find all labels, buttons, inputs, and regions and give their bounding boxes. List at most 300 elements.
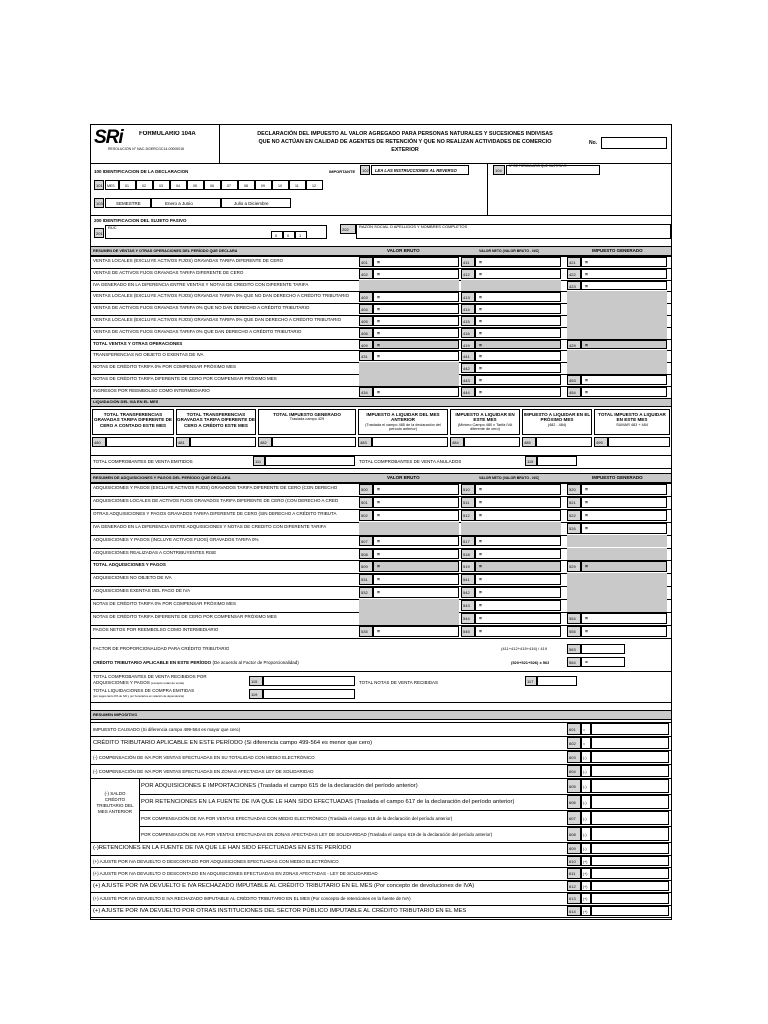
purchases-value-520[interactable]: = [581,484,667,495]
resumen-amount-605[interactable] [591,779,669,793]
liq-value-483[interactable] [372,437,448,447]
sales-value-422[interactable]: = [581,269,667,279]
liq-col-499 [594,409,670,435]
month-11[interactable]: 11 [289,180,306,190]
purchases-value-501[interactable]: = [373,497,459,508]
code-104: 104 [493,165,505,175]
resumen-code-606: 606 [567,795,581,809]
sales-code-442: 442 [461,363,475,373]
month-row [105,180,325,190]
purchases-shaded-cell [461,522,561,535]
resumen-amount-606[interactable] [591,795,669,809]
resumen-row-label: POR COMPENSACIÓN DE IVA POR VENTAS EFECTUADAS EN ZONAS AFECTADAS LEY DE SOLIDARIDAD (Traslada el campo 619 de la declaración del período anterior) [141,832,493,837]
resumen-amount-611[interactable] [591,868,669,879]
saldo-line-1: (-) SALDO [104,791,126,796]
code-119: 119 [249,689,263,699]
purchases-code-517: 517 [461,536,475,547]
comp-recibidos-2-text: ADQUISICIONES Y PAGOS [93,680,150,685]
comprobantes-anulados: TOTAL COMPROBANTES DE VENTA ANULADOS [359,459,462,464]
purchases-value-543[interactable]: = [475,600,561,611]
resumen-amount-614[interactable] [591,906,669,917]
purchases-row-label: NOTAS DE CRÉDITO TARIFA DIFERENTE DE CERO POR COMPENSAR PRÓXIMO MES [93,614,277,619]
resumen-row-label: POR COMPENSACIÓN DE IVA POR VENTAS EFECTUADAS CON MEDIO ELECTRÓNICO (Traslada el campo 618 de la declaración del período anterior) [141,816,453,821]
sales-col-impuesto: IMPUESTO GENERADO [592,248,643,253]
liq-value-485[interactable] [536,437,592,447]
resumen-code-609: 609 [567,843,581,854]
liq-col-title: TOTAL TRANSFERENCIAS GRAVADAS TARIFA DIFERENTE DE CERO A CRÉDITO ESTE MES [177,412,255,428]
semester-2[interactable]: Julio a Diciembre [221,198,291,208]
liq-compra-label: TOTAL LIQUIDACIONES DE COMPRA EMITIDAS [93,688,195,693]
sales-shaded-cell [567,315,667,327]
sales-code-434: 434 [359,387,373,397]
liq-code-484: 484 [450,437,464,447]
sales-code-406: 406 [359,328,373,338]
saldo-divider [139,778,140,842]
liq-col-title: IMPUESTO A LIQUIDAR EN EL PRÓXIMO MES [523,412,591,423]
liq-col-481 [176,409,256,435]
instructions-label: LEA LAS INSTRUCCIONES AL REVERSO [375,168,457,173]
purchases-code-541: 541 [461,574,475,585]
purchases-code-511: 511 [461,497,475,508]
sri-logo [94,128,136,148]
sales-code-416: 416 [461,328,475,338]
purchases-code-507: 507 [359,536,373,547]
liq-col-sub: SUMAR 483 + 484 [616,422,648,427]
resumen-amount-607[interactable] [591,811,669,825]
resumen-value-608[interactable]: (-) [581,827,591,841]
purchases-col-impuesto: IMPUESTO GENERADO [592,475,643,480]
credito-label [93,660,299,666]
resumen-amount-603[interactable] [591,751,669,763]
purchases-row-label: OTRAS ADQUISICIONES Y PAGOS GRAVADOS TARIFA DIFERENTE DE CERO (SIN DERECHO A CRÉDITO TRIBUTA [93,510,337,516]
sales-value-404[interactable]: = [373,304,459,314]
liq-value-481[interactable] [190,437,256,447]
month-05[interactable]: 05 [187,180,204,190]
month-12[interactable]: 12 [306,180,323,190]
purchases-value-531[interactable]: = [373,574,459,585]
purchases-value-510[interactable]: = [475,484,561,495]
sales-code-405: 405 [359,316,373,326]
sales-value-434[interactable]: = [373,387,459,397]
resumen-code-604: 604 [567,765,581,777]
resumen-amount-609[interactable] [591,843,669,854]
sales-value-415[interactable]: = [475,316,561,326]
credito-label-text: CRÉDITO TRIBUTARIO APLICABLE EN ESTE PERÍODO [93,660,212,665]
sales-code-413: 413 [461,292,475,302]
purchases-value-542[interactable]: = [475,587,561,598]
sales-row-label: VENTAS LOCALES (EXCLUYE ACTIVOS FIJOS) GRAVADAS TARIFA DIFERENTE DE CERO [93,258,284,263]
resumen-amount-608[interactable] [591,827,669,841]
liq-col-484 [450,409,520,435]
resumen-value-602[interactable]: = [581,737,591,749]
form-title: FORMULARIO 104A [139,131,196,137]
comprobantes-emitidos: TOTAL COMPROBANTES DE VENTA EMITIDOS [93,459,193,464]
purchases-value-522[interactable]: = [581,510,667,521]
purchases-value-529[interactable]: = [581,561,667,572]
sales-code-454: 454 [567,387,581,397]
purchases-value-555[interactable]: = [581,626,667,637]
liq-value-480[interactable] [106,437,174,447]
identification-title: 100 IDENTIFICACION DE LA DECLARACION [94,169,189,174]
resumen-row-label: (+) AJUSTE POR IVA DEVUELTO O DESCONTADO EN ADQUISICIONES EFECTUADAS EN ZONAS AFECTADAS - LEY DE SOLIDARIDAD [93,871,378,876]
purchases-row-label: ADQUISICIONES Y PAGOS (EXCLUYE ACTIVOS FIJOS) GRAVADOS TARIFA DIFERENTE DE CERO (CON DERECHO [93,485,338,490]
sales-row-label: TOTAL VENTAS Y OTRAS OPERACIONES [93,340,183,346]
sales-code-409: 409 [359,340,373,350]
sales-code-415: 415 [461,316,475,326]
sales-row-label: VENTAS LOCALES (EXCLUYE ACTIVOS FIJOS) GRAVADAS TARIFA 0% QUE NO DAN DERECHO A CRÉDITO TRIBUTARIO [93,293,350,299]
credito-code: 564 [567,657,581,667]
substitute-note: N° DE FORMULARIO QUE SUSTITUYE [509,164,567,168]
resumen-value-605[interactable]: (-) [581,779,591,793]
sales-code-453: 453 [567,375,581,385]
resumen-row-label: (+) AJUSTE POR IVA DEVUELTO E IVA RECHAZADO IMPUTABLE AL CRÉDITO TRIBUTARIO EN EL MES (Por concepto de devoluciones de IVA) [93,882,475,889]
semestre-label: SEMESTRE [105,198,151,208]
ruc-suffix-3: 1 [295,231,307,239]
resumen-amount-613[interactable] [591,893,669,904]
sales-value-423[interactable]: = [581,281,667,291]
notas-venta-label: TOTAL NOTAS DE VENTA RECIBIDAS [359,680,439,685]
sales-row-label: VENTAS DE ACTIVOS FIJOS GRAVADAS TARIFA DIFERENTE DE CERO [93,269,244,275]
month-06[interactable]: 06 [204,180,221,190]
code-111: 111 [253,456,265,466]
resumen-row-label: (+) AJUSTE POR IVA DEVUELTO O DESCONTADO POR ADQUISICIONES EFECTUADAS CON MEDIO ELECTRÓNICO [93,858,339,864]
liq-code-499: 499 [594,437,608,447]
resumen-code-611: 611 [567,868,581,879]
saldo-line-3: TRIBUTARIO DEL [96,803,134,808]
purchases-code-502: 502 [359,510,373,521]
purchases-shaded-cell [567,573,667,586]
liq-value-482[interactable] [272,437,356,447]
purchases-code-521: 521 [567,497,581,508]
purchases-code-518: 518 [461,549,475,560]
credito-note: (De acuerdo al Factor de Proporcionalidad) [212,660,299,665]
logo-text: SRi [94,127,123,148]
title-line-1: DECLARACIÓN DEL IMPUESTO AL VALOR AGREGADO PARA PERSONAS NATURALES Y SUCESIONES INDIVISAS [257,131,553,137]
factor-formula: (411+412+415+416) / 419 [501,646,548,651]
sales-value-416[interactable]: = [475,328,561,338]
purchases-value-507[interactable]: = [373,536,459,547]
comprobantes-recibidos-1: TOTAL COMPROBANTES DE VENTA RECIBIDOS POR [93,674,207,679]
purchases-row-label: ADQUISICIONES LOCALES DE ACTIVOS FIJOS GRAVADOS TARIFA DIFERENTE DE CERO (CON DERECHO A CRED [93,497,339,503]
month-01[interactable]: 01 [119,180,136,190]
purchases-value-544[interactable]: = [475,613,561,624]
liq-col-title: TOTAL TRANSFERENCIAS GRAVADAS TARIFA DIFERENTE DE CERO A CONTADO ESTE MES [94,412,172,428]
sales-code-411: 411 [461,257,475,267]
form-number-field[interactable] [601,137,667,149]
purchases-value-509[interactable]: = [373,561,459,572]
sales-value-414[interactable]: = [475,304,561,314]
purchases-code-543: 543 [461,600,475,611]
resumen-value-611[interactable]: (+) [581,868,591,879]
factor-value[interactable] [581,644,625,654]
liq-col-sub: (Traslada el campo 485 de la declaración del período anterior) [365,422,441,432]
resumen-value-606[interactable]: (-) [581,795,591,809]
purchases-code-500: 500 [359,484,373,495]
month-04[interactable]: 04 [170,180,187,190]
purchases-header: RESUMEN DE ADQUISICIONES Y PAGOS DEL PERÍODO QUE DECLARA [93,475,231,480]
purchases-code-542: 542 [461,587,475,598]
purchases-code-555: 555 [567,626,581,637]
code-201: 201 [94,228,104,238]
notas-venta-value[interactable] [537,676,577,686]
instructions-field [371,165,469,175]
mes-label: MES [105,180,119,190]
sales-row-label: VENTAS LOCALES (EXCLUYE ACTIVOS FIJOS) GRAVADAS TARIFA 0% QUE DAN DERECHO A CRÉDITO TRIBUTARIO [93,317,342,322]
semester-1[interactable]: Enero a Junio [151,198,221,208]
sales-code-404: 404 [359,304,373,314]
resumen-row-label: (-) COMPENSACIÓN DE IVA POR VENTAS EFECTUADAS EN SU TOTALIDAD CON MEDIO ELECTRÓNICO [93,755,315,760]
sales-value-402[interactable]: = [373,269,459,279]
code-117: 117 [525,676,537,686]
comprobantes-recibidos-2 [93,680,184,686]
sales-value-406[interactable]: = [373,328,459,338]
purchases-code-526: 526 [567,523,581,534]
code-115-recibidos: 115 [249,676,263,686]
sales-shaded-cell [567,350,667,362]
resumen-row-label: (+) AJUSTE POR IVA DEVUELTO E IVA RECHAZADO IMPUTABLE AL CRÉDITO TRIBUTARIO EN EL MES (Por concepto de retenciones en la fuente de IVA) [93,896,411,901]
resumen-row-label: POR RETENCIONES EN LA FUENTE DE IVA QUE LE HAN SIDO EFECTUADAS (Traslada el campo 617 de la declaración del período anterior) [141,799,515,805]
resumen-code-614: 614 [567,906,581,917]
sales-value-409[interactable]: = [373,340,459,350]
sales-value-429[interactable]: = [581,340,667,350]
sales-value-442[interactable]: = [475,363,561,373]
sales-value-419[interactable]: = [475,340,561,350]
purchases-code-545: 545 [461,626,475,637]
purchases-code-529: 529 [567,561,581,572]
purchases-code-508: 508 [359,549,373,560]
sales-code-429: 429 [567,340,581,350]
saldo-label [93,791,137,815]
sales-code-441: 441 [461,351,475,361]
sales-value-443[interactable]: = [475,375,561,385]
purchases-row-label: ADQUISICIONES NO OBJETO DE IVA [93,575,172,581]
liquidacion-header: LIQUIDACIÓN DEL IVA EN EL MES [93,399,159,404]
sales-shaded-cell [567,303,667,315]
purchases-row-label: NOTAS DE CRÉDITO TARIFA 0% POR COMPENSAR PRÓXIMO MES [93,601,236,607]
purchases-value-535[interactable]: = [373,626,459,637]
resumen-amount-610[interactable] [591,856,669,867]
saldo-line-2: CRÉDITO [104,797,126,802]
purchases-value-545[interactable]: = [475,626,561,637]
sales-code-444: 444 [461,387,475,397]
sales-row-label: INGRESOS POR REEMBOLSO COMO INTERMEDIARIO [93,387,210,393]
purchases-value-541[interactable]: = [475,574,561,585]
ruc-label: RUC [108,225,117,230]
resumen-code-613: 613 [567,893,581,904]
sales-code-403: 403 [359,292,373,302]
liq-code-480: 480 [92,437,106,447]
sales-shaded-cell [567,362,667,374]
purchases-code-510: 510 [461,484,475,495]
code-103: 103 [94,198,104,208]
purchases-value-521[interactable]: = [581,497,667,508]
purchases-value-532[interactable]: = [373,587,459,598]
sales-value-421[interactable]: = [581,257,667,267]
purchases-value-512[interactable]: = [475,510,561,521]
comprobantes-emitidos-value[interactable] [265,456,355,466]
saldo-line-4: MES ANTERIOR [97,809,132,814]
liq-value-484[interactable] [464,437,520,447]
subject-title: 200 IDENTIFICACION DEL SUJETO PASIVO [94,218,187,223]
liq-col-sub: (Mínimo Campo 480 x Tarifa IVA diferente de cero) [457,422,513,432]
purchases-value-500[interactable]: = [373,484,459,495]
resumen-code-612: 612 [567,881,581,892]
title-line-3: EXTERIOR [391,147,419,153]
sales-row-label: VENTAS DE ACTIVOS FIJOS GRAVADAS TARIFA 0% QUE DAN DERECHO A CRÉDITO TRIBUTARIO [93,328,302,334]
purchases-value-517[interactable]: = [475,536,561,547]
resumen-value-604[interactable]: (-) [581,765,591,777]
purchases-code-532: 532 [359,587,373,598]
sales-value-413[interactable]: = [475,292,561,302]
declaration-title [221,130,589,154]
purchases-value-508[interactable]: = [373,549,459,560]
purchases-row-label: PAGOS NETOS POR REEMBOLSO COMO INTERMEDIARIO [93,626,219,632]
resumen-row-label: (+) AJUSTE POR IVA DEVUELTO POR OTRAS INSTITUCIONES DEL SECTOR PÚBLICO IMPUTABLE AL CRÉDITO TRIBUTARIO EN EL MES [93,907,467,914]
purchases-value-554[interactable]: = [581,613,667,624]
liq-col-sub: (482 - 484) [547,422,567,427]
liq-col-480 [92,409,174,435]
liq-compra-value[interactable] [263,689,355,699]
sales-value-454[interactable]: = [581,387,667,397]
code-101: 101 [94,180,104,190]
ruc-suffix-1: 0 [271,231,283,239]
purchases-shaded-cell [359,599,459,612]
sales-code-414: 414 [461,304,475,314]
purchases-value-518[interactable]: = [475,549,561,560]
purchases-shaded-cell [567,535,667,548]
sales-code-423: 423 [567,281,581,291]
purchases-code-522: 522 [567,510,581,521]
liq-col-485 [522,409,592,435]
resumen-row-line [91,917,671,918]
comprobantes-anulados-value[interactable] [537,456,577,466]
sales-shaded-cell [567,291,667,303]
sales-row-label: IVA GENERADO EN LA DIFERENCIA ENTRE VENTAS Y NOTAS DE CREDITO CON DIFERENTE TARIFA [93,281,309,287]
resumen-value-607[interactable]: (-) [581,811,591,825]
resumen-amount-604[interactable] [591,765,669,777]
purchases-row-label: ADQUISICIONES Y PAGOS (INCLUYE ACTIVOS FIJOS) GRAVADOS TARIFA 0% [93,536,259,542]
sales-code-412: 412 [461,269,475,279]
liq-col-title: IMPUESTO A LIQUIDAR DEL MES ANTERIOR [366,412,440,423]
sales-value-403[interactable]: = [373,292,459,302]
resumen-value-614[interactable]: (+) [581,906,591,917]
resumen-row-label: (-)RETENCIONES EN LA FUENTE DE IVA QUE LE HAN SIDO EFECTUADAS EN ESTE PERÍODO [93,845,352,851]
purchases-value-519[interactable]: = [475,561,561,572]
sales-row-label: VENTAS DE ACTIVOS FIJOS GRAVADAS TARIFA 0% QUE NO DAN DERECHO A CRÉDITO TRIBUTARIO [93,305,310,311]
sales-shaded-cell [359,362,459,374]
purchases-value-526[interactable]: = [581,523,667,534]
month-02[interactable]: 02 [136,180,153,190]
no-label: No. [589,140,598,146]
sales-value-405[interactable]: = [373,316,459,326]
resumen-amount-612[interactable] [591,881,669,892]
purchases-shaded-cell [359,612,459,625]
resumen-value-609[interactable]: (-) [581,843,591,854]
liq-code-485: 485 [522,437,536,447]
code-202: 202 [340,224,356,234]
purchases-shaded-cell [567,586,667,599]
resumen-value-603[interactable]: (-) [581,751,591,763]
purchases-value-511[interactable]: = [475,497,561,508]
purchases-code-535: 535 [359,626,373,637]
purchases-shaded-cell [567,599,667,612]
sales-header: RESUMEN DE VENTAS Y OTRAS OPERACIONES DEL PERÍODO QUE DECLARA [93,249,238,253]
resumen-code-605: 605 [567,779,581,793]
purchases-value-502[interactable]: = [373,510,459,521]
purchases-code-509: 509 [359,561,373,572]
importante-label: IMPORTANTE [329,169,356,174]
purchases-row-label: IVA GENERADO EN LA DIFERENCIA ENTRE ADQUISICIONES Y NOTAS DE CREDITO CON DIFERENTE TARIFA [93,523,327,529]
sales-value-441[interactable]: = [475,351,561,361]
comprobantes-recibidos-value[interactable] [263,676,355,686]
sales-row-label: NOTAS DE CRÉDITO TARIFA 0% POR COMPENSAR PRÓXIMO MES [93,364,236,370]
liq-value-499[interactable] [608,437,670,447]
liq-col-title: TOTAL IMPUESTO GENERADO [273,412,341,417]
liq-code-481: 481 [176,437,190,447]
sales-shaded-cell [461,280,561,292]
resumen-code-601: 601 [567,723,581,735]
month-03[interactable]: 03 [153,180,170,190]
sales-code-422: 422 [567,269,581,279]
month-07[interactable]: 07 [221,180,238,190]
resumen-header: RESUMEN IMPOSITIVO [93,712,138,717]
liq-col-title: TOTAL IMPUESTO A LIQUIDAR EN ESTE MES [598,412,666,423]
factor-label: FACTOR DE PROPORCIONALIDAD PARA CRÉDITO TRIBUTARIO [93,646,230,651]
month-08[interactable]: 08 [238,180,255,190]
purchases-code-501: 501 [359,497,373,508]
resumen-value-610[interactable]: (+) [581,856,591,867]
purchases-code-519: 519 [461,561,475,572]
purchases-shaded-cell [359,522,459,535]
sales-row-label: NOTAS DE CRÉDITO TARIFA DIFERENTE DE CERO POR COMPENSAR PRÓXIMO MES [93,376,277,381]
purchases-code-520: 520 [567,484,581,495]
sales-value-444[interactable]: = [475,387,561,397]
sales-value-411[interactable]: = [475,257,561,267]
purchases-col-valor-bruto: VALOR BRUTO [387,475,420,480]
resumen-amount-601[interactable] [591,723,669,735]
resumen-value-601[interactable]: = [581,723,591,735]
resumen-code-607: 607 [567,811,581,825]
purchases-code-531: 531 [359,574,373,585]
sales-value-401[interactable]: = [373,257,459,267]
liq-col-sub: Traslada campo 429 [289,417,325,422]
month-10[interactable]: 10 [272,180,289,190]
sales-shaded-cell [359,280,459,292]
resumen-value-613[interactable]: (+) [581,893,591,904]
purchases-row-label: ADQUISICIONES EXENTAS DEL PAGO DE IVA [93,588,191,594]
resumen-code-608: 608 [567,827,581,841]
credito-value[interactable]: = [581,657,625,667]
purchases-row-label: ADQUISICIONES REALIZADAS A CONTRIBUYENTES RISE [93,549,217,555]
resumen-amount-602[interactable] [591,737,669,749]
sales-col-valor-bruto: VALOR BRUTO [387,248,420,253]
resumen-value-612[interactable]: (+) [581,881,591,892]
sales-value-453[interactable]: = [581,375,667,385]
sales-value-431[interactable]: = [373,351,459,361]
sales-code-443: 443 [461,375,475,385]
sales-value-412[interactable]: = [475,269,561,279]
purchases-row-label: TOTAL ADQUISICIONES Y PAGOS [93,562,166,568]
resumen-row-label: (-) COMPENSACIÓN DE IVA POR VENTAS EFECTUADAS EN ZONAS AFECTADAS LEY DE SOLIDARIDAD [93,769,314,774]
sales-code-402: 402 [359,269,373,279]
resumen-row-label: IMPUESTO CAUSADO (Si diferencia campo 499-564 es mayor que cero) [93,727,240,732]
month-09[interactable]: 09 [255,180,272,190]
form-104a [90,124,672,920]
liq-code-482: 482 [258,437,272,447]
title-line-2: QUE NO ACTÚAN EN CALIDAD DE AGENTES DE RETENCIÓN Y QUE NO REALIZAN ACTIVIDADES DE COMERCIO [258,139,552,145]
purchases-code-554: 554 [567,613,581,624]
liq-code-483: 483 [358,437,372,447]
